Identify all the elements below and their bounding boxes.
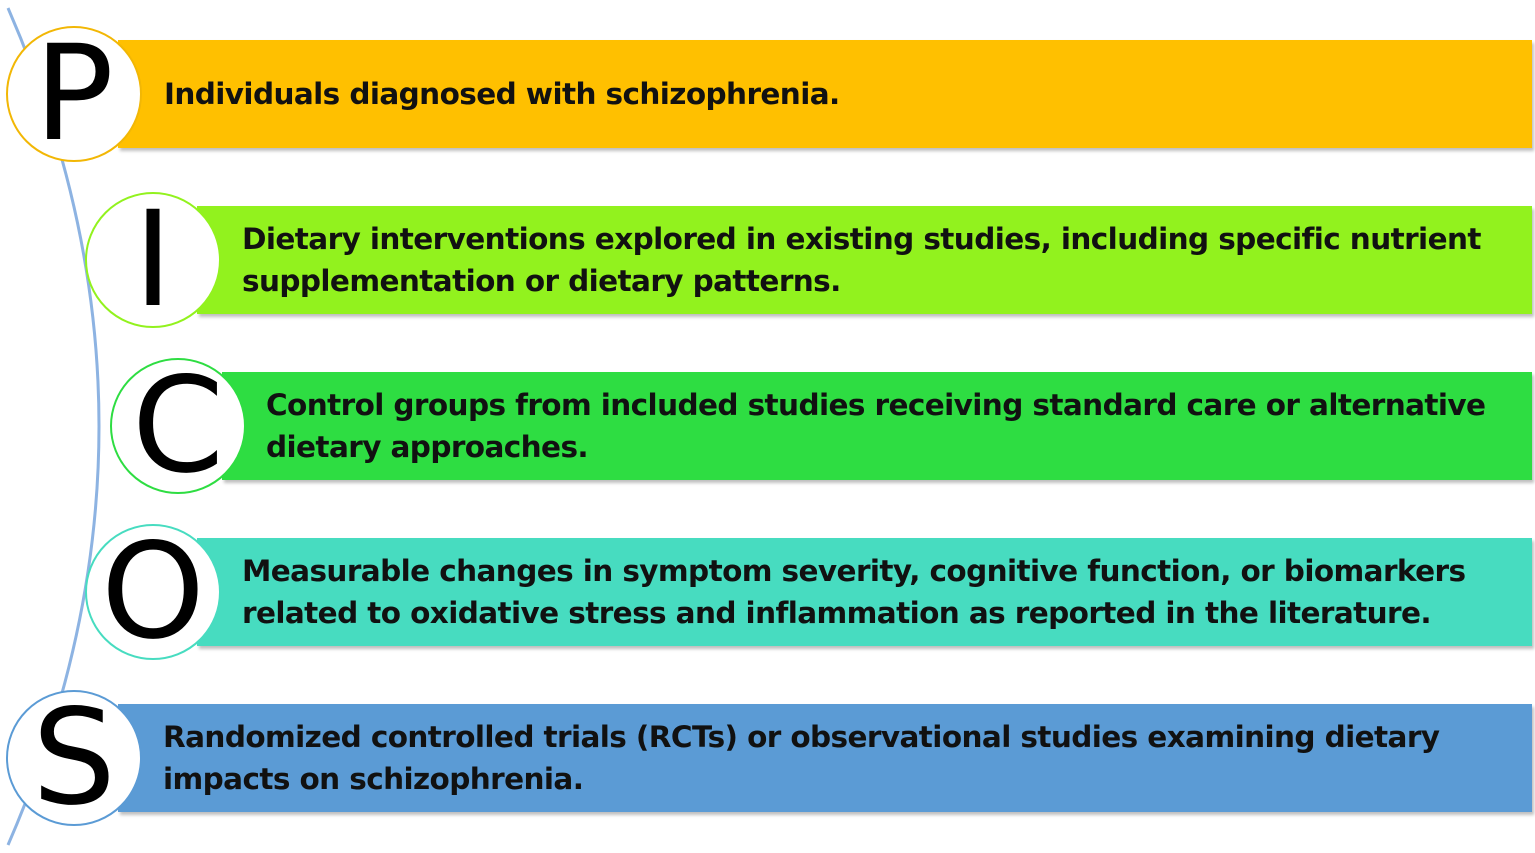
picos-row-outcome (0, 515, 1535, 669)
band-study-design (118, 704, 1532, 812)
letter-c: C (131, 349, 225, 503)
picos-row-study-design (0, 681, 1535, 835)
letter-p: P (34, 17, 114, 171)
comparison-text (266, 384, 1485, 468)
band-population (118, 40, 1532, 148)
study-design-text-line-2: impacts on schizophrenia. (163, 762, 584, 796)
comparison-text-line-1: Control groups from included studies receiving standard care or alternative (266, 388, 1486, 422)
picos-row-intervention (0, 183, 1535, 337)
study-design-text-line-1: Randomized controlled trials (RCTs) or observational studies examining dietary (163, 720, 1440, 754)
circle-p (6, 17, 142, 171)
band-outcome (197, 538, 1532, 646)
circle-o (85, 515, 221, 669)
intervention-text (242, 218, 1481, 302)
picos-row-comparison (0, 349, 1535, 503)
circle-c (110, 349, 246, 503)
picos-row-population (0, 17, 1535, 171)
circle-i (85, 183, 221, 337)
outcome-text-line-2: related to oxidative stress and inflammation as reported in the literature. (242, 596, 1432, 630)
outcome-text (242, 550, 1465, 634)
population-text (164, 73, 840, 115)
population-text-line-1: Individuals diagnosed with schizophrenia. (164, 77, 840, 111)
letter-o: O (101, 515, 205, 669)
circle-s (6, 681, 142, 835)
band-intervention (197, 206, 1532, 314)
outcome-text-line-1: Measurable changes in symptom severity, cognitive function, or biomarkers (242, 554, 1466, 588)
band-comparison (222, 372, 1532, 480)
intervention-text-line-1: Dietary interventions explored in existing studies, including specific nutrient (242, 222, 1481, 256)
letter-i: I (133, 183, 173, 337)
letter-s: S (32, 681, 116, 835)
comparison-text-line-2: dietary approaches. (266, 430, 589, 464)
study-design-text (163, 716, 1439, 800)
intervention-text-line-2: supplementation or dietary patterns. (242, 264, 841, 298)
